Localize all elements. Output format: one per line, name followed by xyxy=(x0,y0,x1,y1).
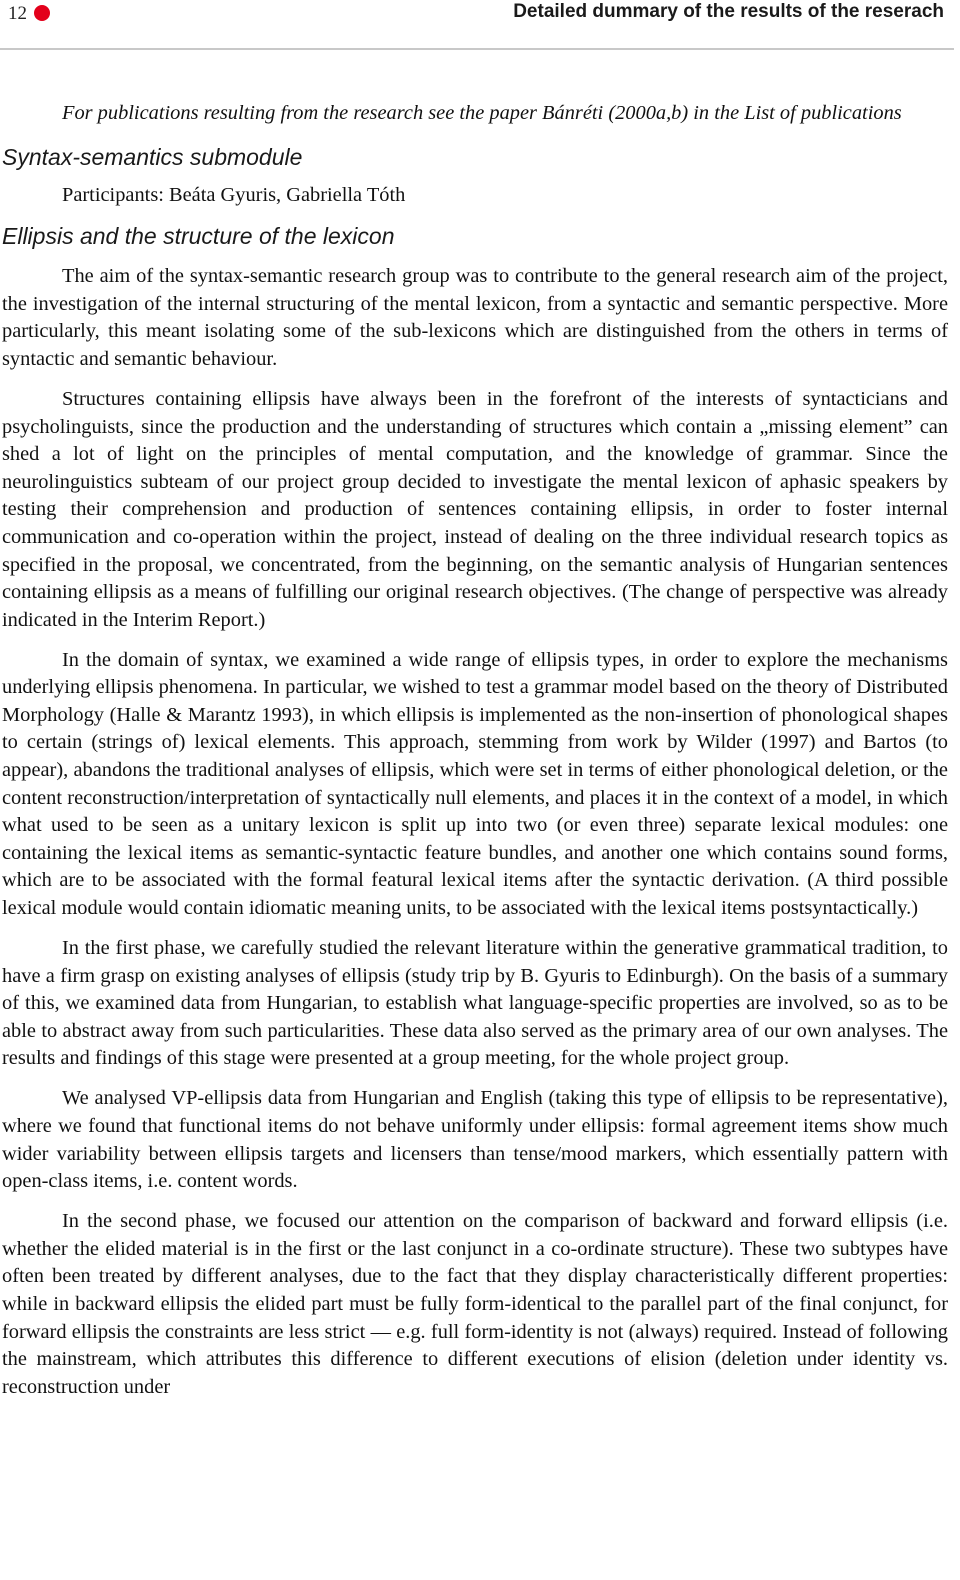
paragraph-vp-ellipsis: We analysed VP-ellipsis data from Hungarian and English (taking this type of ellipsis to be representative), where we found that functional items do not behave uniformly under ellipsis: formal agreement items show much wider variability between ellipsis targets and licensers than tense/mood markers, which essentially pattern with open-class items, i.e. content words. xyxy=(2,1087,948,1193)
page-header xyxy=(0,0,954,50)
subsection-heading: Ellipsis and the structure of the lexicon xyxy=(2,223,395,250)
running-title: Detailed dummary of the results of the reserach xyxy=(513,1,944,22)
publications-note: For publications resulting from the research see the paper Bánréti (2000a,b) in the List of publications xyxy=(62,102,902,124)
participants-line: Participants: Beáta Gyuris, Gabriella Tóth xyxy=(62,183,406,206)
document-body xyxy=(2,100,948,1414)
paragraph-aim: The aim of the syntax-semantic research group was to contribute to the general research aim of the project, the investigation of the internal structuring of the mental lexicon, from a syntactic and semantic perspective. More particularly, this meant isolating some of the sub-lexicons which are distinguished from the others in terms of syntactic and semantic behaviour. xyxy=(2,265,948,370)
paragraph-structures: Structures containing ellipsis have always been in the forefront of the interests of syntacticians and psycholinguists, since the production and the understanding of structures which contain a „missing element” can shed a lot of light on the principles of mental computation, and the knowledge of grammar. Since the neurolinguistics subteam of our project group decided to investigate the mental lexicon of aphasic speakers by testing their comprehension and production of sentences containing ellipsis, in order to foster internal communication and co-operation within the project, instead of dealing on the three individual research topics as specified in the proposal, we concentrated, from the beginning, on the semantic analysis of Hungarian sentences containing ellipsis as a means of fulfilling our original research objectives. (The change of perspective was already indicated in the Interim Report.) xyxy=(2,387,948,631)
section-heading: Syntax-semantics submodule xyxy=(2,143,303,170)
paragraph-syntax-domain: In the domain of syntax, we examined a wide range of ellipsis types, in order to explore the mechanisms underlying ellipsis phenomena. In particular, we wished to test a grammar model based on the theory of Distributed Morphology (Halle & Marantz 1993), in which ellipsis is implemented as the non-insertion of phonological shapes to certain (strings of) lexical elements. This approach, stemming from work by Wilder (1997) and Bartos (to appear), abandons the traditional analyses of ellipsis, which were set in terms of either phonological deletion, or the content reconstruction/interpretation of syntactically null elements, and places it in the context of a model, in which what used to be seen as a unitary lexicon is split up into two (or even three) separate lexical modules: one containing the lexical items as semantic-syntactic feature bundles, and another one which contains sound forms, which are to be associated with the formal featural lexical items after the syntactic derivation. (A third possible lexical module would contain idiomatic meaning units, to be associated with the lexical items postsyntactically.) xyxy=(2,648,948,920)
page-number: 12 xyxy=(8,3,27,24)
paragraph-first-phase: In the first phase, we carefully studied the relevant literature within the generative grammatical tradition, to have a firm grasp on existing analyses of ellipsis (study trip by B. Gyuris to Edinburgh). On the basis of a summary of this, we examined data from Hungarian, to establish what language-specific properties are involved, so as to be able to abstract away from such particularities. These data also served as the primary area of our own analyses. The results and findings of this stage were presented at a group meeting, for the whole project group. xyxy=(2,937,948,1070)
paragraph-second-phase: In the second phase, we focused our attention on the comparison of backward and forward ellipsis (i.e. whether the elided material is in the first or the last conjunct in a co-ordinate structure). These two subtypes have often been treated by different analyses, due to the fact that they display characteristically different properties: while in backward ellipsis the elided part must be fully form-identical to the parallel part of the final conjunct, for forward ellipsis the constraints are less strict — e.g. full form-identity is not (always) required. Instead of following the mainstream, which attributes this difference to different executions of elision (deletion under identity vs. reconstruction under xyxy=(2,1210,948,1398)
red-dot-icon xyxy=(34,5,50,21)
